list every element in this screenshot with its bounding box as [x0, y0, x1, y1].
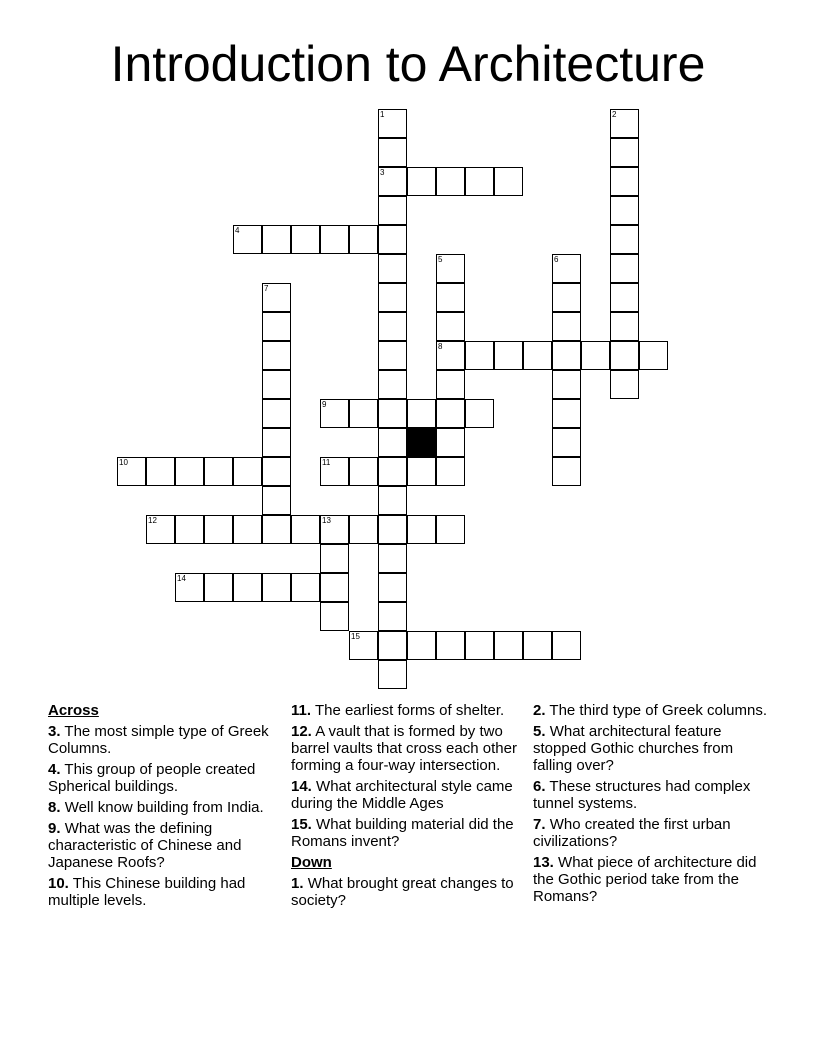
grid-cell[interactable] — [204, 573, 233, 602]
grid-cell[interactable] — [552, 254, 581, 283]
grid-cell[interactable] — [465, 167, 494, 196]
grid-cell[interactable] — [378, 631, 407, 660]
grid-cell[interactable] — [262, 312, 291, 341]
grid-cell[interactable] — [552, 283, 581, 312]
grid-cell[interactable] — [407, 399, 436, 428]
grid-cell[interactable] — [407, 457, 436, 486]
grid-cell[interactable] — [378, 660, 407, 689]
grid-cell[interactable] — [262, 457, 291, 486]
clue-number: 1 — [380, 110, 385, 119]
grid-cell[interactable] — [610, 109, 639, 138]
grid-cell[interactable] — [581, 341, 610, 370]
grid-cell[interactable] — [320, 544, 349, 573]
grid-cell[interactable] — [465, 631, 494, 660]
grid-cell[interactable] — [262, 428, 291, 457]
clue-number: 10 — [119, 458, 128, 467]
grid-cell[interactable] — [204, 515, 233, 544]
clue-number: 4 — [235, 226, 240, 235]
grid-cell[interactable] — [378, 312, 407, 341]
grid-cell[interactable] — [552, 399, 581, 428]
clue-down-7: 7. Who created the first urban civilizations? — [533, 816, 731, 850]
grid-cell[interactable] — [465, 399, 494, 428]
grid-cell[interactable] — [262, 283, 291, 312]
clue-number: 8 — [438, 342, 443, 351]
grid-cell[interactable] — [262, 399, 291, 428]
grid-cell[interactable] — [146, 457, 175, 486]
grid-cell[interactable] — [320, 573, 349, 602]
clue-across-3: 3. The most simple type of Greek Columns. — [48, 723, 269, 757]
grid-cell[interactable] — [639, 341, 668, 370]
grid-cell[interactable] — [320, 225, 349, 254]
grid-cell[interactable] — [349, 631, 378, 660]
grid-cell[interactable] — [610, 341, 639, 370]
grid-cell[interactable] — [291, 573, 320, 602]
grid-cell[interactable] — [349, 225, 378, 254]
grid-cell[interactable] — [320, 457, 349, 486]
down-heading: Down — [291, 854, 332, 871]
clue-down-13: 13. What piece of architecture did the Gothic period take from the Romans? — [533, 854, 757, 905]
clue-number: 14 — [177, 574, 186, 583]
grid-cell[interactable] — [436, 167, 465, 196]
grid-cell[interactable] — [378, 196, 407, 225]
clue-number: 6 — [554, 255, 559, 264]
grid-cell[interactable] — [436, 428, 465, 457]
grid-cell[interactable] — [146, 515, 175, 544]
grid-cell[interactable] — [378, 225, 407, 254]
grid-cell[interactable] — [262, 573, 291, 602]
grid-cell[interactable] — [465, 341, 494, 370]
grid-cell[interactable] — [552, 370, 581, 399]
across-heading: Across — [48, 702, 99, 719]
grid-cell[interactable] — [378, 573, 407, 602]
grid-cell[interactable] — [407, 167, 436, 196]
clue-across-11: 11. The earliest forms of shelter. — [291, 702, 505, 719]
clue-across-14: 14. What architectural style came during the Middle Ages — [291, 778, 513, 812]
grid-cell[interactable] — [436, 515, 465, 544]
grid-cell[interactable] — [407, 515, 436, 544]
clue-number: 7 — [264, 284, 269, 293]
page-title: Introduction to Architecture — [110, 36, 706, 92]
grid-cell[interactable] — [378, 399, 407, 428]
grid-cell[interactable] — [610, 283, 639, 312]
grid-cell[interactable] — [378, 428, 407, 457]
grid-cell[interactable] — [349, 515, 378, 544]
grid-cell[interactable] — [610, 167, 639, 196]
grid-cell[interactable] — [320, 515, 349, 544]
clue-down-6: 6. These structures had complex tunnel systems. — [533, 778, 751, 812]
grid-cell[interactable] — [204, 457, 233, 486]
grid-cell[interactable] — [610, 312, 639, 341]
grid-cell[interactable] — [378, 167, 407, 196]
down-clues-column-3 — [533, 702, 773, 909]
clue-across-10: 10. This Chinese building had multiple levels. — [48, 875, 246, 909]
grid-cell[interactable] — [175, 515, 204, 544]
grid-cell[interactable] — [378, 138, 407, 167]
grid-cell[interactable] — [378, 457, 407, 486]
clue-number: 13 — [322, 516, 331, 525]
grid-cell[interactable] — [262, 486, 291, 515]
grid-cell[interactable] — [233, 225, 262, 254]
grid-cell[interactable] — [436, 457, 465, 486]
grid-cell[interactable] — [262, 225, 291, 254]
grid-cell[interactable] — [349, 457, 378, 486]
grid-cell[interactable] — [610, 138, 639, 167]
grid-cell[interactable] — [175, 573, 204, 602]
grid-cell[interactable] — [436, 399, 465, 428]
grid-cell[interactable] — [175, 457, 204, 486]
clue-down-5: 5. What architectural feature stopped Gothic churches from falling over? — [533, 723, 734, 774]
clue-across-8: 8. Well know building from India. — [48, 799, 264, 816]
grid-cell[interactable] — [494, 167, 523, 196]
grid-cell[interactable] — [494, 631, 523, 660]
grid-cell[interactable] — [349, 399, 378, 428]
grid-cell[interactable] — [610, 370, 639, 399]
clue-across-12: 12. A vault that is formed by two barrel vaults that cross each other forming a four-way intersection. — [291, 723, 517, 774]
clue-across-9: 9. What was the defining characteristic of Chinese and Japanese Roofs? — [48, 820, 242, 871]
grid-cell[interactable] — [552, 457, 581, 486]
grid-cell[interactable] — [436, 283, 465, 312]
grid-cell[interactable] — [436, 254, 465, 283]
clue-number: 12 — [148, 516, 157, 525]
grid-cell[interactable] — [233, 515, 262, 544]
grid-cell[interactable] — [378, 515, 407, 544]
grid-cell[interactable] — [552, 312, 581, 341]
clue-down-1: 1. What brought great changes to society? — [291, 875, 514, 909]
across-clues-column-1 — [48, 702, 288, 913]
grid-cell[interactable] — [262, 370, 291, 399]
grid-cell[interactable] — [378, 109, 407, 138]
grid-cell[interactable] — [552, 341, 581, 370]
grid-cell[interactable] — [117, 457, 146, 486]
grid-cell[interactable] — [262, 341, 291, 370]
clue-across-4: 4. This group of people created Spherical buildings. — [48, 761, 256, 795]
clue-number: 15 — [351, 632, 360, 641]
grid-cell[interactable] — [552, 428, 581, 457]
grid-cell[interactable] — [610, 225, 639, 254]
grid-cell[interactable] — [378, 370, 407, 399]
grid-cell[interactable] — [436, 370, 465, 399]
grid-cell[interactable] — [320, 602, 349, 631]
clue-number: 2 — [612, 110, 617, 119]
grid-cell[interactable] — [436, 341, 465, 370]
grid-cell[interactable] — [552, 631, 581, 660]
clue-down-2: 2. The third type of Greek columns. — [533, 702, 768, 719]
grid-cell[interactable] — [378, 283, 407, 312]
clue-number: 5 — [438, 255, 443, 264]
grid-cell[interactable] — [291, 515, 320, 544]
clue-number: 9 — [322, 400, 327, 409]
grid-cell[interactable] — [523, 341, 552, 370]
grid-cell[interactable] — [378, 254, 407, 283]
clue-number: 11 — [322, 458, 331, 467]
grid-cell[interactable] — [436, 631, 465, 660]
black-cell — [407, 428, 436, 457]
clues-column-2 — [291, 702, 531, 913]
grid-cell[interactable] — [494, 341, 523, 370]
grid-cell[interactable] — [233, 457, 262, 486]
grid-cell[interactable] — [378, 602, 407, 631]
grid-cell[interactable] — [378, 486, 407, 515]
grid-cell[interactable] — [262, 515, 291, 544]
clue-across-15: 15. What building material did the Romans invent? — [291, 816, 514, 850]
grid-cell[interactable] — [610, 196, 639, 225]
grid-cell[interactable] — [610, 254, 639, 283]
grid-cell[interactable] — [523, 631, 552, 660]
clue-number: 3 — [380, 168, 385, 177]
grid-cell[interactable] — [378, 341, 407, 370]
grid-cell[interactable] — [436, 312, 465, 341]
grid-cell[interactable] — [378, 544, 407, 573]
grid-cell[interactable] — [291, 225, 320, 254]
grid-cell[interactable] — [233, 573, 262, 602]
grid-cell[interactable] — [407, 631, 436, 660]
grid-cell[interactable] — [320, 399, 349, 428]
